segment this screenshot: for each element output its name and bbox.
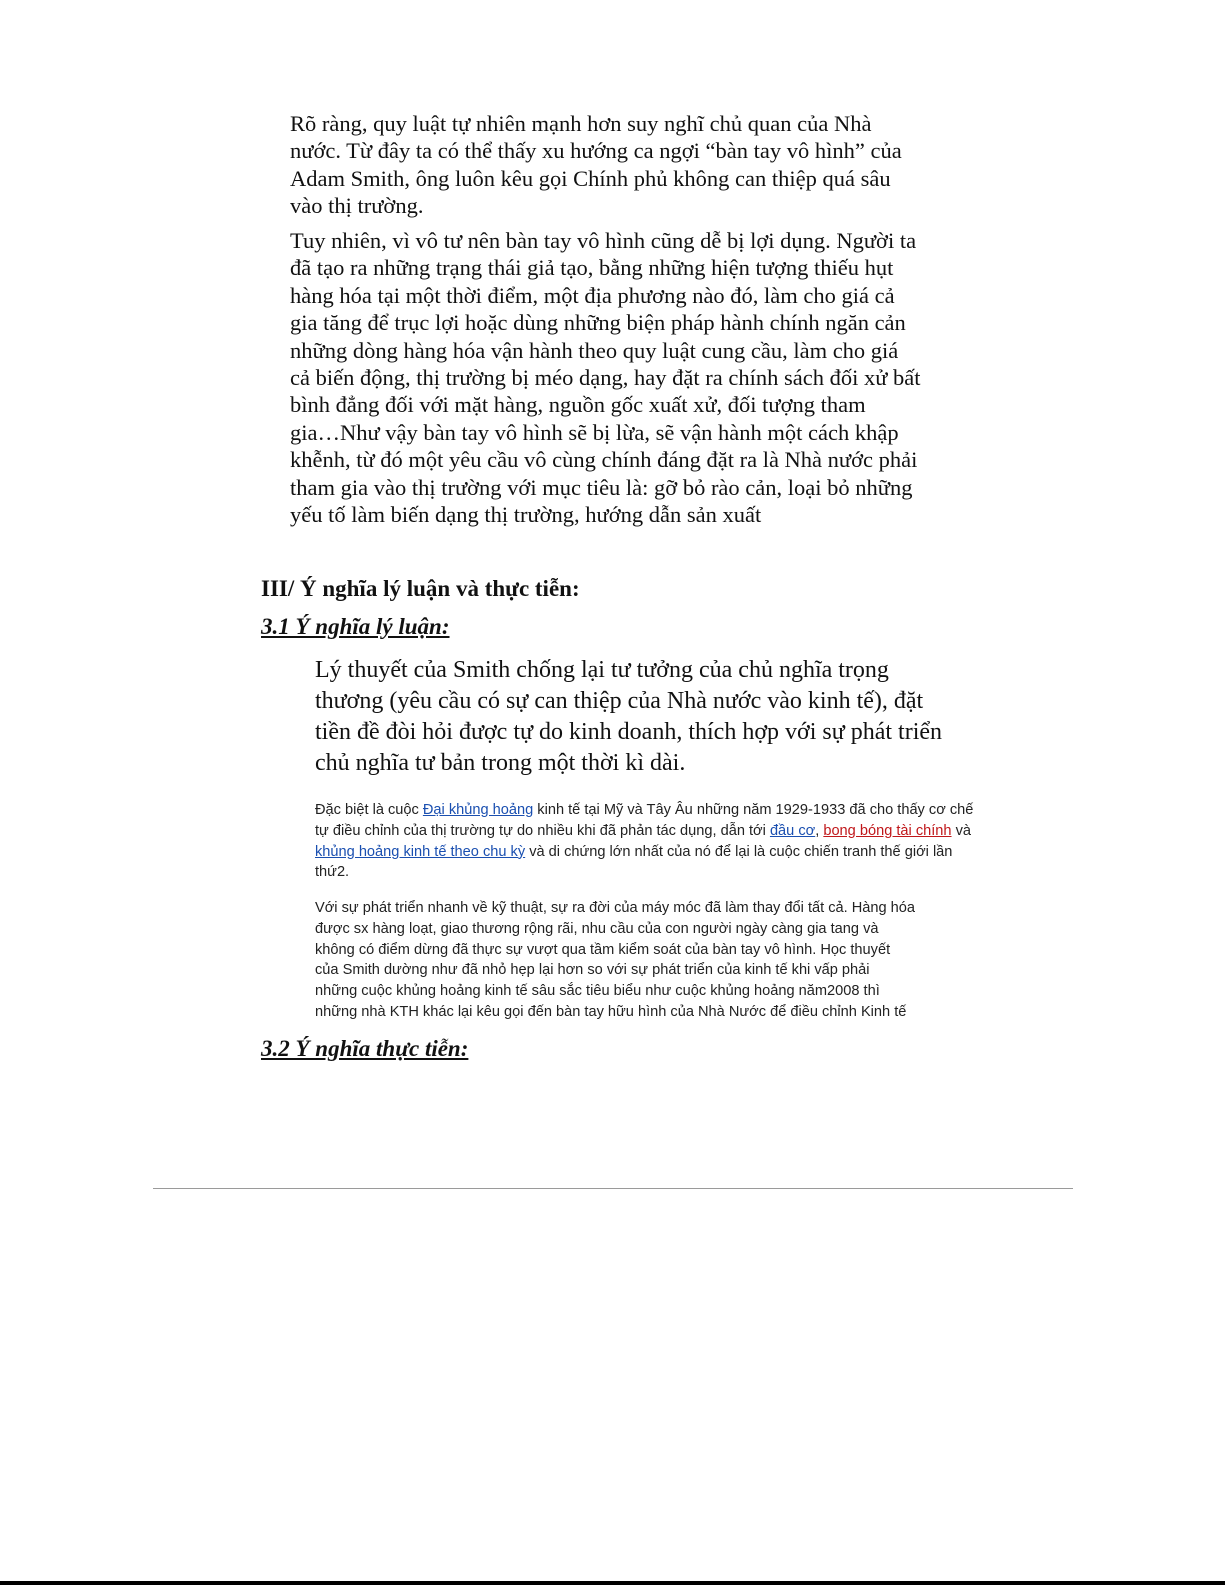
subheading-3-1: 3.1 Ý nghĩa lý luận: — [261, 614, 450, 639]
page-bottom-edge — [0, 1581, 1225, 1585]
link-speculation[interactable]: đầu cơ — [769, 822, 816, 839]
paragraph-exploitation: Tuy nhiên, vì vô tư nên bàn tay vô hình cũng dễ bị lợi dụng. Người ta đã tạo ra những trạng thái giả tạo, bằng những hiện tượng thiếu hụt hàng hóa tại một thời điểm, một địa phương nào đó, làm cho giá cả gia tăng để trục lợi hoặc dùng những biện pháp hành chính ngăn cản những dòng hàng hóa vận hành theo quy luật cung cầu, làm cho giá cả biến động, thị trường bị méo dạng, hay đặt ra chính sách đối xử bất bình đẳng đối với mặt hàng, nguồn gốc xuất xử, đối tượng tham gia…Như vậy bàn tay vô hình sẽ bị lừa, sẽ vận hành một cách khập khễnh, từ đó một yêu cầu vô cùng chính đáng đặt ra là Nhà nước phải tham gia vào thị trường với mục tiêu là: gỡ bỏ rào cản, loại bỏ những yếu tố làm biến dạng thị trường, hướng dẫn sản xuất — [290, 228, 921, 528]
paragraph-theory: Lý thuyết của Smith chống lại tư tưởng của chủ nghĩa trọng thương (yêu cầu có sự can thiệp của Nhà nước vào kinh tế), đặt tiền đề đòi hỏi được tự do kinh doanh, thích hợp với sự phát triển chủ nghĩa tư bản trong một thời kì dài. — [315, 657, 943, 776]
paragraph-invisible-hand: Rõ ràng, quy luật tự nhiên mạnh hơn suy nghĩ chủ quan của Nhà nước. Từ đây ta có thể thấy xu hướng ca ngợi “bàn tay vô hình” của Adam Smith, ông luôn kêu gọi Chính phủ không can thiệp quá sâu vào thị trường. — [290, 111, 902, 219]
link-business-cycle[interactable]: khủng hoảng kinh tế theo chu kỳ — [315, 843, 526, 860]
subheading-3-2: 3.2 Ý nghĩa thực tiễn: — [261, 1036, 469, 1061]
link-great-depression[interactable]: Đại khủng hoảng — [422, 802, 534, 818]
text-segment: và di chứng lớn nhất của nó để lại là cuộc chiến tranh thế giới lần thứ2. — [315, 843, 953, 881]
text-segment: kinh tế tại Mỹ và Tây Âu những năm 1929-1933 đã cho thấy cơ chế tự điều chỉnh của thị trường tự do nhiều khi đã phản tác dụng, dẫn tới — [315, 802, 974, 839]
section-heading-iii: III/ Ý nghĩa lý luận và thực tiễn: — [261, 576, 580, 601]
text-segment: và — [951, 822, 972, 839]
paragraph-great-depression — [315, 800, 975, 883]
paragraph-technology: Với sự phát triển nhanh về kỹ thuật, sự ra đời của máy móc đã làm thay đổi tất cả. Hàng hóa được sx hàng loạt, giao thương rộng rãi, nhu cầu của con người ngày càng gia tang và không có điểm dừng đã thực sự vượt qua tầm kiểm soát của bàn tay vô hình. Học thuyết của Smith dường như đã nhỏ hẹp lại hơn so với sự phát triển của kinh tế khi vấp phải những cuộc khủng hoảng kinh tế sâu sắc tiêu biểu như cuộc khủng hoảng năm2008 thì những nhà KTH khác lại kêu gọi đến bàn tay hữu hình của Nhà Nước để điều chỉnh Kinh tế — [315, 900, 916, 1020]
link-financial-bubble[interactable]: bong bóng tài chính — [823, 822, 952, 839]
text-segment: , — [815, 822, 824, 839]
text-segment: Đặc biệt là cuộc — [315, 802, 423, 818]
page-divider — [153, 1188, 1073, 1189]
